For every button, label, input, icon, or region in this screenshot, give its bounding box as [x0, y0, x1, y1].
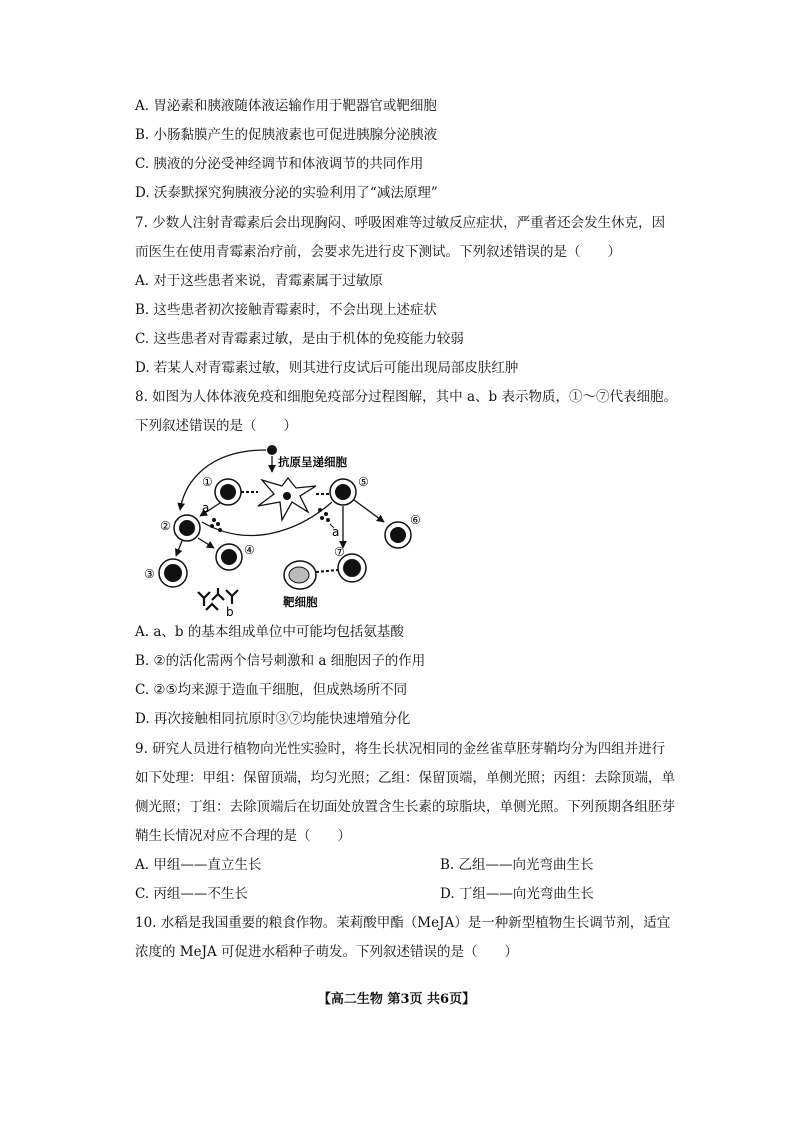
q10-stem-line2: 浓度的 MeJA 可促进水稻种子萌发。下列叙述错误的是（ ）	[135, 944, 519, 960]
q7-option-b: B. 这些患者初次接触青霉素时，不会出现上述症状	[135, 302, 438, 318]
antigen-dot	[267, 445, 277, 455]
q9-option-d: D. 丁组——向光弯曲生长	[440, 886, 594, 902]
label-cell-3: ③	[144, 567, 155, 581]
cell-6-nucleus	[390, 527, 406, 543]
q9-stem-line1: 9. 研究人员进行植物向光性实验时，将生长状况相同的金丝雀草胚芽鞘均分为四组并进行	[135, 741, 666, 757]
arrow-5-to-6	[354, 500, 384, 522]
cell-5-nucleus	[335, 484, 351, 500]
immune-process-diagram	[140, 440, 440, 618]
q9-stem-line2: 如下处理：甲组：保留顶端，均匀光照；乙组：保留顶端，单侧光照；丙组：去除顶端，单	[135, 770, 675, 786]
q8-option-d: D. 再次接触相同抗原时③⑦均能快速增殖分化	[135, 711, 411, 727]
arrow-2-to-4	[198, 538, 214, 548]
arrow-2-to-3	[176, 541, 182, 556]
label-cell-1: ①	[202, 475, 213, 489]
q9-option-c: C. 丙组——不生长	[135, 886, 248, 902]
q9-stem-line4: 鞘生长情况对应不合理的是（ ）	[135, 828, 351, 844]
label-substance-a-left: a	[202, 501, 210, 515]
page-footer: 【高二生物 第3页 共6页】	[317, 992, 476, 1007]
cell-4-nucleus	[221, 549, 237, 565]
q8-stem-line2: 下列叙述错误的是（ ）	[135, 418, 297, 434]
label-cell-6: ⑥	[410, 513, 421, 527]
label-substance-b: b	[226, 605, 234, 618]
q6-option-c: C. 胰液的分泌受神经调节和体液调节的共同作用	[135, 156, 424, 172]
q7-option-c: C. 这些患者对青霉素过敏，是由于机体的免疫能力较弱	[135, 331, 464, 347]
label-cell-7: ⑦	[334, 545, 345, 559]
target-label: 靶细胞	[283, 595, 318, 609]
link-7-target	[316, 570, 338, 572]
q8-stem-line1: 8. 如图为人体体液免疫和细胞免疫部分过程图解，其中 a、b 表示物质，①～⑦代表细胞。	[135, 389, 677, 405]
apc-label: 抗原呈递细胞	[278, 455, 347, 469]
cell-1-nucleus	[220, 484, 236, 500]
q8-option-a: A. a、b 的基本组成单位中可能均包括氨基酸	[135, 624, 404, 640]
q8-option-b: B. ②的活化需两个信号刺激和 a 细胞因子的作用	[135, 653, 426, 669]
q6-option-d: D. 沃泰默探究狗胰液分泌的实验利用了“减法原理”	[135, 185, 438, 201]
target-cell-nucleus	[289, 567, 309, 583]
q9-option-a: A. 甲组——直立生长	[135, 857, 262, 873]
apc-antigen-fragment	[283, 492, 291, 500]
q6-option-b: B. 小肠黏膜产生的促胰液素也可促进胰腺分泌胰液	[135, 127, 438, 143]
q7-stem-line1: 7. 少数人注射青霉素后会出现胸闷、呼吸困难等过敏反应症状，严重者还会发生休克，因	[135, 215, 666, 231]
label-substance-a-right: a	[332, 525, 340, 539]
q8-option-c: C. ②⑤均来源于造血干细胞，但成熟场所不同	[135, 682, 408, 698]
q10-stem-line1: 10. 水稻是我国重要的粮食作物。茉莉酸甲酯（MeJA）是一种新型植物生长调节剂，适宜	[135, 915, 671, 931]
q7-option-a: A. 对于这些患者来说，青霉素属于过敏原	[135, 273, 383, 289]
q7-option-d: D. 若某人对青霉素过敏，则其进行皮试后可能出现局部皮肤红肿	[135, 360, 519, 376]
label-cell-5: ⑤	[358, 475, 369, 489]
cell-3-nucleus	[164, 564, 182, 582]
cell-7-nucleus	[343, 559, 361, 577]
q9-option-b: B. 乙组——向光弯曲生长	[440, 857, 594, 873]
q9-stem-line3: 侧光照；丁组：去除顶端后在切面处放置含生长素的琼脂块，单侧光照。下列预期各组胚芽	[135, 799, 675, 815]
q7-stem-line2: 而医生在使用青霉素治疗前，会要求先进行皮下测试。下列叙述错误的是（ ）	[135, 244, 621, 260]
q6-option-a: A. 胃泌素和胰液随体液运输作用于靶器官或靶细胞	[135, 98, 437, 114]
label-cell-4: ④	[244, 543, 255, 557]
label-cell-2: ②	[160, 519, 171, 533]
cell-2-nucleus	[179, 520, 195, 536]
